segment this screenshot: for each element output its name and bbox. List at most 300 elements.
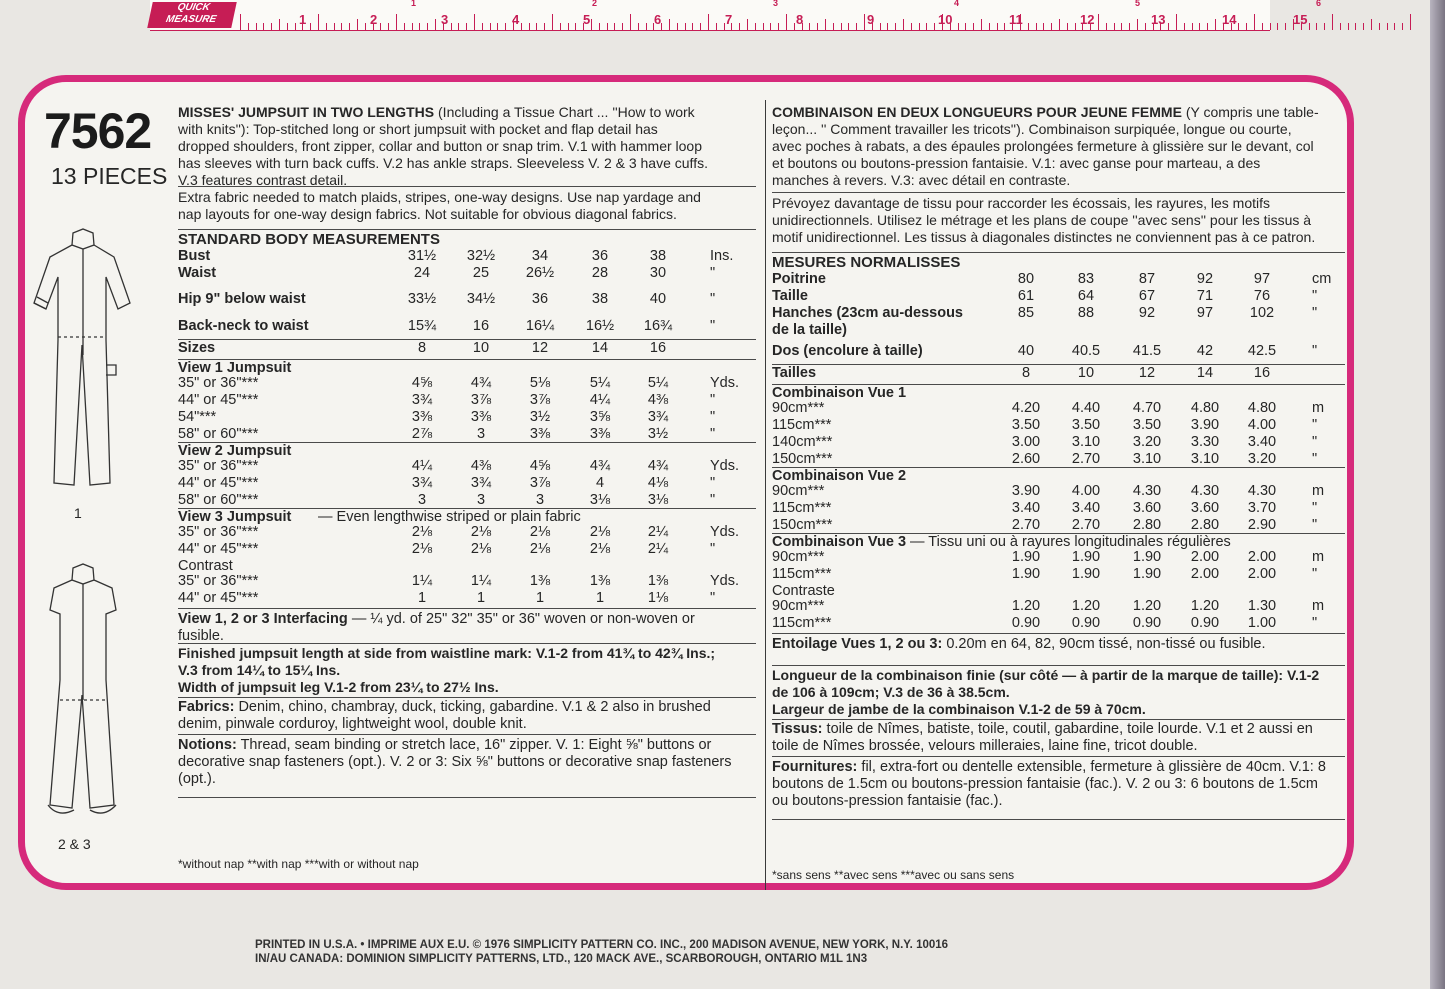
fr-row-value: 2.90 (1247, 517, 1277, 533)
ruler-tick (1028, 23, 1029, 30)
en-finished-line: V.3 from 14¼ to 15¼ Ins. (178, 662, 341, 678)
fr-row-value: 102 (1249, 305, 1275, 321)
ruler-tick (427, 23, 428, 30)
ruler-tick (614, 23, 615, 30)
en-row-label: Sizes (178, 340, 216, 356)
ruler-tick (646, 23, 647, 30)
ruler-tick (895, 23, 896, 30)
ruler-tick (716, 23, 717, 30)
en-fabrics-text: Denim, chino, chambray, duck, ticking, gabardine. V.1 & 2 also in brushed (238, 699, 711, 715)
en-row-value: 3⅝ (589, 409, 611, 425)
ruler-cm-label: 6 (654, 12, 662, 27)
ruler-tick (755, 23, 756, 30)
fr-row-unit: m (1312, 549, 1325, 565)
fr-row-value: 1.90 (1071, 549, 1101, 565)
en-row-value: 2⅛ (529, 524, 551, 540)
en-row-value: 4⅝ (411, 375, 433, 391)
fr-row-value: 4.30 (1247, 483, 1277, 499)
ruler-tick (630, 14, 631, 30)
view23-jumpsuit-sketch (28, 560, 138, 830)
en-row-value: 2⅛ (589, 524, 611, 540)
ruler-inch-label: 2 (592, 0, 598, 8)
ruler-tick (552, 14, 553, 30)
fr-row-value: 16 (1253, 365, 1271, 381)
fr-row-value: 1.00 (1247, 615, 1277, 631)
fr-description-line: manches à revers. V.3: avec détail en contraste. (772, 172, 1071, 188)
en-row-value: 4¾ (647, 458, 669, 474)
ruler-tick (451, 23, 452, 30)
fr-row-label: Hanches (23cm au-dessous (772, 305, 963, 321)
ruler-cm-label: 10 (938, 12, 953, 27)
section-rule (178, 229, 756, 230)
fr-row-label: 90cm*** (772, 483, 825, 499)
en-row-value: 3¾ (411, 392, 433, 408)
fr-row-value: 1.20 (1132, 598, 1162, 614)
ruler-tick (334, 23, 335, 30)
ruler-tick (739, 23, 740, 30)
en-finished-line: Width of jumpsuit leg V.1-2 from 23¼ to 27½ Ins. (178, 679, 499, 695)
fr-row-value: 83 (1077, 271, 1095, 287)
ruler-tick (981, 19, 982, 30)
en-row-label: Bust (178, 248, 211, 264)
ruler-tick (911, 23, 912, 30)
en-row-unit: " (710, 291, 716, 307)
en-row-value: 16½ (585, 318, 615, 334)
en-row-label: 58" or 60"*** (178, 492, 259, 508)
en-row-label: Hip 9" below waist (178, 291, 306, 307)
fr-row-value: 3.00 (1011, 434, 1041, 450)
ruler-tick (794, 23, 795, 30)
fr-row-value: 2.00 (1190, 566, 1220, 582)
fr-notions-text3: ou boutons-pression fantaisie (fac.). (772, 793, 1003, 809)
fr-row-value: 85 (1017, 305, 1035, 321)
ruler-tick (1277, 23, 1278, 30)
fr-footnote: *sans sens **avec sens ***avec ou sans sens (772, 868, 1015, 882)
en-description-line: dropped shoulders, front zipper, collar and button or snap trim. V.1 with hammer loop (178, 138, 702, 154)
fr-row-value: 4.00 (1247, 417, 1277, 433)
fr-row-value: 42 (1196, 343, 1214, 359)
en-row-value: 4⅜ (470, 458, 492, 474)
ruler-cm-label: 9 (867, 12, 875, 27)
en-row-value: 3¾ (470, 475, 492, 491)
ruler-inch-label: 6 (1316, 0, 1322, 8)
ruler-tick (1176, 14, 1177, 30)
en-row-label: 35" or 36"*** (178, 375, 259, 391)
fr-description-line: (Y compris une table- (1185, 104, 1319, 120)
en-row-value: 34 (531, 248, 549, 264)
fr-interfacing-label: Entoilage Vues 1, 2 ou 3: (772, 636, 943, 652)
fr-row-value: 2.00 (1247, 566, 1277, 582)
view1-jumpsuit-sketch (28, 225, 138, 495)
en-row-value: 3⅛ (647, 492, 669, 508)
en-row-value: 3¾ (647, 409, 669, 425)
en-row-value: 15¾ (407, 318, 437, 334)
ruler-tick (279, 19, 280, 30)
ruler-tick (958, 23, 959, 30)
ruler-tick (864, 14, 865, 30)
fr-row-value: 3.90 (1190, 417, 1220, 433)
fr-description-line: et boutons ou boutons-pression fantaisie. V.1: avec ganse pour marteau, a des (772, 155, 1261, 171)
fr-row-label: 90cm*** (772, 549, 825, 565)
fr-row-value: 3.40 (1011, 500, 1041, 516)
ruler-tick (1121, 23, 1122, 30)
section-rule (772, 665, 1345, 666)
ruler-tick (1371, 19, 1372, 30)
fr-row-value: 3.40 (1247, 434, 1277, 450)
ruler-tick (1036, 23, 1037, 30)
ruler-tick (357, 19, 358, 30)
fr-row-label: 150cm*** (772, 517, 833, 533)
en-row-value: 16 (649, 340, 667, 356)
en-row-value: 1 (417, 590, 427, 606)
ruler-cm-label: 1 (299, 12, 307, 27)
en-row-value: 2¼ (647, 541, 669, 557)
en-row-value: 4¾ (470, 375, 492, 391)
ruler-tick (1215, 19, 1216, 30)
ruler-tick (1067, 23, 1068, 30)
fr-row-value: 4.80 (1190, 400, 1220, 416)
ruler-cm-label: 8 (796, 12, 804, 27)
fr-row-value: 71 (1196, 288, 1214, 304)
en-row-label: 44" or 45"*** (178, 475, 259, 491)
fr-row-unit: " (1312, 343, 1318, 359)
en-row-value: 2⅛ (411, 524, 433, 540)
fr-notions-text: fil, extra-fort ou dentelle extensible, fermeture à glissière de 40cm. V.1: 8 (861, 759, 1326, 775)
ruler-tick (973, 23, 974, 30)
fr-row-value: 0.90 (1011, 615, 1041, 631)
envelope-edge-shadow (1430, 0, 1445, 989)
ruler-tick (607, 23, 608, 30)
en-extra-fabric-line: nap layouts for one-way design fabrics. Not suitable for obvious diagonal fabrics. (178, 206, 677, 222)
ruler-tick (458, 23, 459, 30)
ruler-tick (396, 14, 397, 30)
ruler-tick (669, 19, 670, 30)
en-row-value: 1¼ (470, 573, 492, 589)
fr-row-value: 1.90 (1011, 549, 1041, 565)
ruler-tick (1137, 19, 1138, 30)
ruler-tick (466, 23, 467, 30)
ruler-tick (599, 23, 600, 30)
en-row-value: 16 (472, 318, 490, 334)
ruler-tick (989, 23, 990, 30)
fr-extra-fabric-line: Prévoyez davantage de tissu pour raccorder les écossais, les rayures, les motifs (772, 195, 1271, 211)
ruler-tick (1348, 23, 1349, 30)
section-rule (772, 719, 1345, 720)
ruler-cm-label: 11 (1009, 12, 1023, 27)
en-row-value: 26½ (525, 265, 555, 281)
en-contrast-title: Contrast (178, 558, 233, 574)
en-row-label: 35" or 36"*** (178, 524, 259, 540)
ruler-tick (1309, 23, 1310, 30)
en-row-label: 58" or 60"*** (178, 426, 259, 442)
fr-row-value: 2.80 (1132, 517, 1162, 533)
ruler-tick (841, 23, 842, 30)
ruler-tick (505, 23, 506, 30)
en-interfacing (178, 611, 695, 627)
fr-row-unit: " (1312, 517, 1318, 533)
ruler-tick (568, 23, 569, 30)
en-notions-text3: (opt.). (178, 771, 216, 787)
fr-row-label: Dos (encolure à taille) (772, 343, 923, 359)
ruler-tick (1246, 23, 1247, 30)
ruler-tick (1098, 14, 1099, 30)
en-row-value: 16¾ (643, 318, 673, 334)
fr-row-label: Taille (772, 288, 808, 304)
fr-row-value: 40 (1017, 343, 1035, 359)
ruler-tick (1106, 23, 1107, 30)
en-view1-title: View 1 Jumpsuit (178, 360, 292, 376)
en-row-unit: Yds. (710, 524, 740, 540)
fr-row-value: 87 (1138, 271, 1156, 287)
fr-view2-title: Combinaison Vue 2 (772, 468, 907, 484)
ruler-cm-label: 5 (583, 12, 591, 27)
ruler-tick (287, 23, 288, 30)
ruler-tick (1379, 23, 1380, 30)
fr-row-label: Poitrine (772, 271, 826, 287)
en-row-value: 2⅛ (529, 541, 551, 557)
en-row-value: 1⅜ (647, 573, 669, 589)
fr-row-unit: " (1312, 451, 1318, 467)
en-row-value: 3 (476, 426, 486, 442)
view23-figure-label: 2 & 3 (58, 836, 91, 852)
ruler-tick (1363, 23, 1364, 30)
en-row-value: 4⅛ (647, 475, 669, 491)
en-finished-line: Finished jumpsuit length at side from waistline mark: V.1-2 from 41¾ to 42¾ Ins.; (178, 645, 716, 661)
ruler-tick (1051, 23, 1052, 30)
en-row-unit: Yds. (710, 458, 740, 474)
ruler-tick (1192, 23, 1193, 30)
ruler-inch-label: 3 (773, 0, 779, 8)
en-row-value: 3 (476, 492, 486, 508)
fr-row-value: 1.90 (1132, 566, 1162, 582)
fr-row-unit: m (1312, 483, 1325, 499)
column-divider (765, 100, 766, 890)
section-rule (772, 756, 1345, 757)
section-rule (772, 252, 1345, 253)
credit-line-us: PRINTED IN U.S.A. • IMPRIME AUX E.U. © 1976 SIMPLICITY PATTERN CO. INC., 200 MADISON AVENUE, NEW YORK, N.Y. 10016 (255, 939, 949, 951)
fr-row-value: 8 (1021, 365, 1031, 381)
ruler-cm-label: 13 (1151, 12, 1166, 27)
en-row-value: 30 (649, 265, 667, 281)
ruler-tick (1004, 23, 1005, 30)
ruler-tick (903, 19, 904, 30)
fr-row-value: 4.30 (1132, 483, 1162, 499)
fr-row-value: 4.80 (1247, 400, 1277, 416)
en-row-value: 3¾ (411, 475, 433, 491)
fr-row-value: 80 (1017, 271, 1035, 287)
en-notions-text2: decorative snap fasteners (opt.). V. 2 or 3: Six ⅝" buttons or decorative snap fasteners (178, 754, 732, 770)
ruler-label: QUICK MEASURE (147, 2, 237, 28)
ruler-tick (919, 23, 920, 30)
section-rule (178, 734, 756, 735)
ruler-tick (1340, 23, 1341, 30)
fr-row-value: 10 (1077, 365, 1095, 381)
en-row-value: 3⅞ (529, 392, 551, 408)
fr-row-value: 3.10 (1071, 434, 1101, 450)
fr-row-unit: " (1312, 566, 1318, 582)
en-row-value: 4¼ (589, 392, 611, 408)
fr-row-unit: " (1312, 288, 1318, 304)
ruler-tick (271, 23, 272, 30)
fr-notions (772, 759, 1326, 775)
fr-row-value: 76 (1253, 288, 1271, 304)
fr-notions-text2: boutons de 1.5cm ou boutons-pression fantaisie (fac.). V. 2 ou 3: 6 boutons de 1.5cm (772, 776, 1318, 792)
ruler-tick (1129, 23, 1130, 30)
pieces-count: 13 PIECES (51, 163, 168, 189)
en-row-value: 16¼ (525, 318, 555, 334)
en-row-value: 34½ (466, 291, 496, 307)
fr-interfacing-text: 0.20m en 64, 82, 90cm tissé, non-tissé ou fusible. (946, 636, 1266, 652)
ruler-tick (1043, 23, 1044, 30)
en-fabrics-label: Fabrics: (178, 699, 235, 715)
fr-row-value: 92 (1196, 271, 1214, 287)
fr-row-value: 0.90 (1190, 615, 1220, 631)
en-row-value: 36 (591, 248, 609, 264)
ruler-tick (1270, 23, 1271, 30)
ruler-tick (560, 23, 561, 30)
en-row-value: 4¼ (411, 458, 433, 474)
en-row-value: 1 (476, 590, 486, 606)
fr-row-value: 2.00 (1190, 549, 1220, 565)
en-row-label: Back-neck to waist (178, 318, 309, 334)
fr-notions-label: Fournitures: (772, 759, 858, 775)
ruler-tick (817, 23, 818, 30)
en-row-label: Waist (178, 265, 217, 281)
en-row-unit: " (710, 492, 716, 508)
ruler-tick (934, 23, 935, 30)
en-row-value: 4¾ (589, 458, 611, 474)
en-description-line: with knits''): Top-stitched long or short jumpsuit with pocket and flap detail has (178, 121, 658, 137)
fr-row-value: 2.70 (1071, 451, 1101, 467)
fr-extra-fabric-line: motif unidirectionnel. Les tissus à diagonales distinctes ne conviennent pas à ce patron. (772, 229, 1316, 245)
en-fabrics (178, 699, 711, 715)
en-row-value: 1¼ (411, 573, 433, 589)
en-row-value: 3⅞ (470, 392, 492, 408)
ruler-tick (848, 23, 849, 30)
fr-row-unit: " (1312, 305, 1318, 321)
fr-row-value: 4.70 (1132, 400, 1162, 416)
ruler-cm-label: 4 (512, 12, 520, 27)
fr-row-value: 3.50 (1132, 417, 1162, 433)
fr-row-value: 40.5 (1071, 343, 1101, 359)
en-row-label: 35" or 36"*** (178, 458, 259, 474)
fr-row-value: 97 (1253, 271, 1271, 287)
en-row-value: 2⅛ (470, 541, 492, 557)
ruler-tick (638, 23, 639, 30)
en-row-value: 1 (595, 590, 605, 606)
en-row-value: 4⅜ (647, 392, 669, 408)
fr-row-unit: cm (1312, 271, 1332, 287)
fr-row-unit: " (1312, 417, 1318, 433)
ruler-tick (685, 23, 686, 30)
section-rule (178, 186, 756, 187)
ruler-tick (856, 23, 857, 30)
ruler-tick (388, 23, 389, 30)
fr-row-label: 150cm*** (772, 451, 833, 467)
fr-row-value: 61 (1017, 288, 1035, 304)
en-row-value: 3 (417, 492, 427, 508)
en-row-label: 35" or 36"*** (178, 573, 259, 589)
ruler-cm-label: 15 (1293, 12, 1308, 27)
en-row-unit: " (710, 265, 716, 281)
ruler-tick (482, 23, 483, 30)
ruler-tick (256, 23, 257, 30)
fr-row-label: 115cm*** (772, 615, 832, 631)
ruler-tick (1332, 14, 1333, 30)
fr-view3-note: — Tissu uni ou à rayures longitudinales régulières (910, 534, 1231, 550)
en-row-value: 12 (531, 340, 549, 356)
en-notions-label: Notions: (178, 737, 237, 753)
ruler-tick (341, 23, 342, 30)
ruler-tick (295, 23, 296, 30)
fr-row-value: 41.5 (1132, 343, 1162, 359)
ruler-tick (1410, 14, 1411, 30)
fr-row-value: 3.30 (1190, 434, 1220, 450)
en-row-label: 54"*** (178, 409, 217, 425)
fr-row-label: 90cm*** (772, 598, 825, 614)
fr-row-value: 2.70 (1011, 517, 1041, 533)
en-row-value: 3⅛ (589, 492, 611, 508)
en-row-value: 40 (649, 291, 667, 307)
fr-description (772, 104, 1345, 189)
en-row-value: 24 (413, 265, 431, 281)
fr-fabrics-text2: toile de Nîmes brossée, velours milleraies, laine fine, tricot double. (772, 738, 1198, 754)
en-row-value: 1⅛ (647, 590, 669, 606)
fr-row-value: 3.10 (1132, 451, 1162, 467)
fr-row-value: 0.90 (1132, 615, 1162, 631)
en-row-unit: " (710, 409, 716, 425)
en-row-value: 2⅞ (411, 426, 433, 442)
en-interfacing-text: — ¼ yd. of 25" 32" 35" or 36" woven or non-woven or (351, 611, 695, 627)
ruler-tick (474, 14, 475, 30)
ruler-cm-label: 7 (725, 12, 733, 27)
en-row-value: 38 (649, 248, 667, 264)
ruler-tick (622, 23, 623, 30)
en-row-value: 5¼ (647, 375, 669, 391)
ruler-tick (318, 14, 319, 30)
fr-description-line: avec poches à rabats, a des épaules prolongées fermeture à glissière sur le devant, col (772, 138, 1314, 154)
en-description-line: V.3 features contrast detail. (178, 172, 348, 188)
en-notions (178, 737, 711, 753)
fr-row-value: 1.20 (1011, 598, 1041, 614)
ruler-tick (1355, 23, 1356, 30)
ruler-tick (825, 19, 826, 30)
fr-fabrics-text: toile de Nîmes, batiste, toile, coutil, gabardine, toile lourde. V.1 et 2 aussi en (826, 721, 1313, 737)
en-row-value: 2⅛ (589, 541, 611, 557)
en-row-value: 31½ (407, 248, 437, 264)
ruler-tick (1316, 23, 1317, 30)
en-row-label: 44" or 45"*** (178, 590, 259, 606)
fr-row-value: 1.90 (1132, 549, 1162, 565)
ruler-tick (763, 23, 764, 30)
ruler-tick (1238, 23, 1239, 30)
en-view3-title: View 3 Jumpsuit (178, 509, 292, 525)
ruler-tick (435, 19, 436, 30)
ruler-tick (419, 23, 420, 30)
en-row-value: 1 (535, 590, 545, 606)
en-row-value: 38 (591, 291, 609, 307)
ruler-tick (404, 23, 405, 30)
fr-row-value: 4.40 (1071, 400, 1101, 416)
section-rule (772, 819, 1345, 820)
fr-row-unit: m (1312, 598, 1325, 614)
fr-row-value: 3.90 (1011, 483, 1041, 499)
ruler-tick (880, 23, 881, 30)
fr-row-value: 1.20 (1071, 598, 1101, 614)
fr-row-value: 14 (1196, 365, 1214, 381)
en-row-value: 4⅝ (529, 458, 551, 474)
en-row-unit: " (710, 475, 716, 491)
